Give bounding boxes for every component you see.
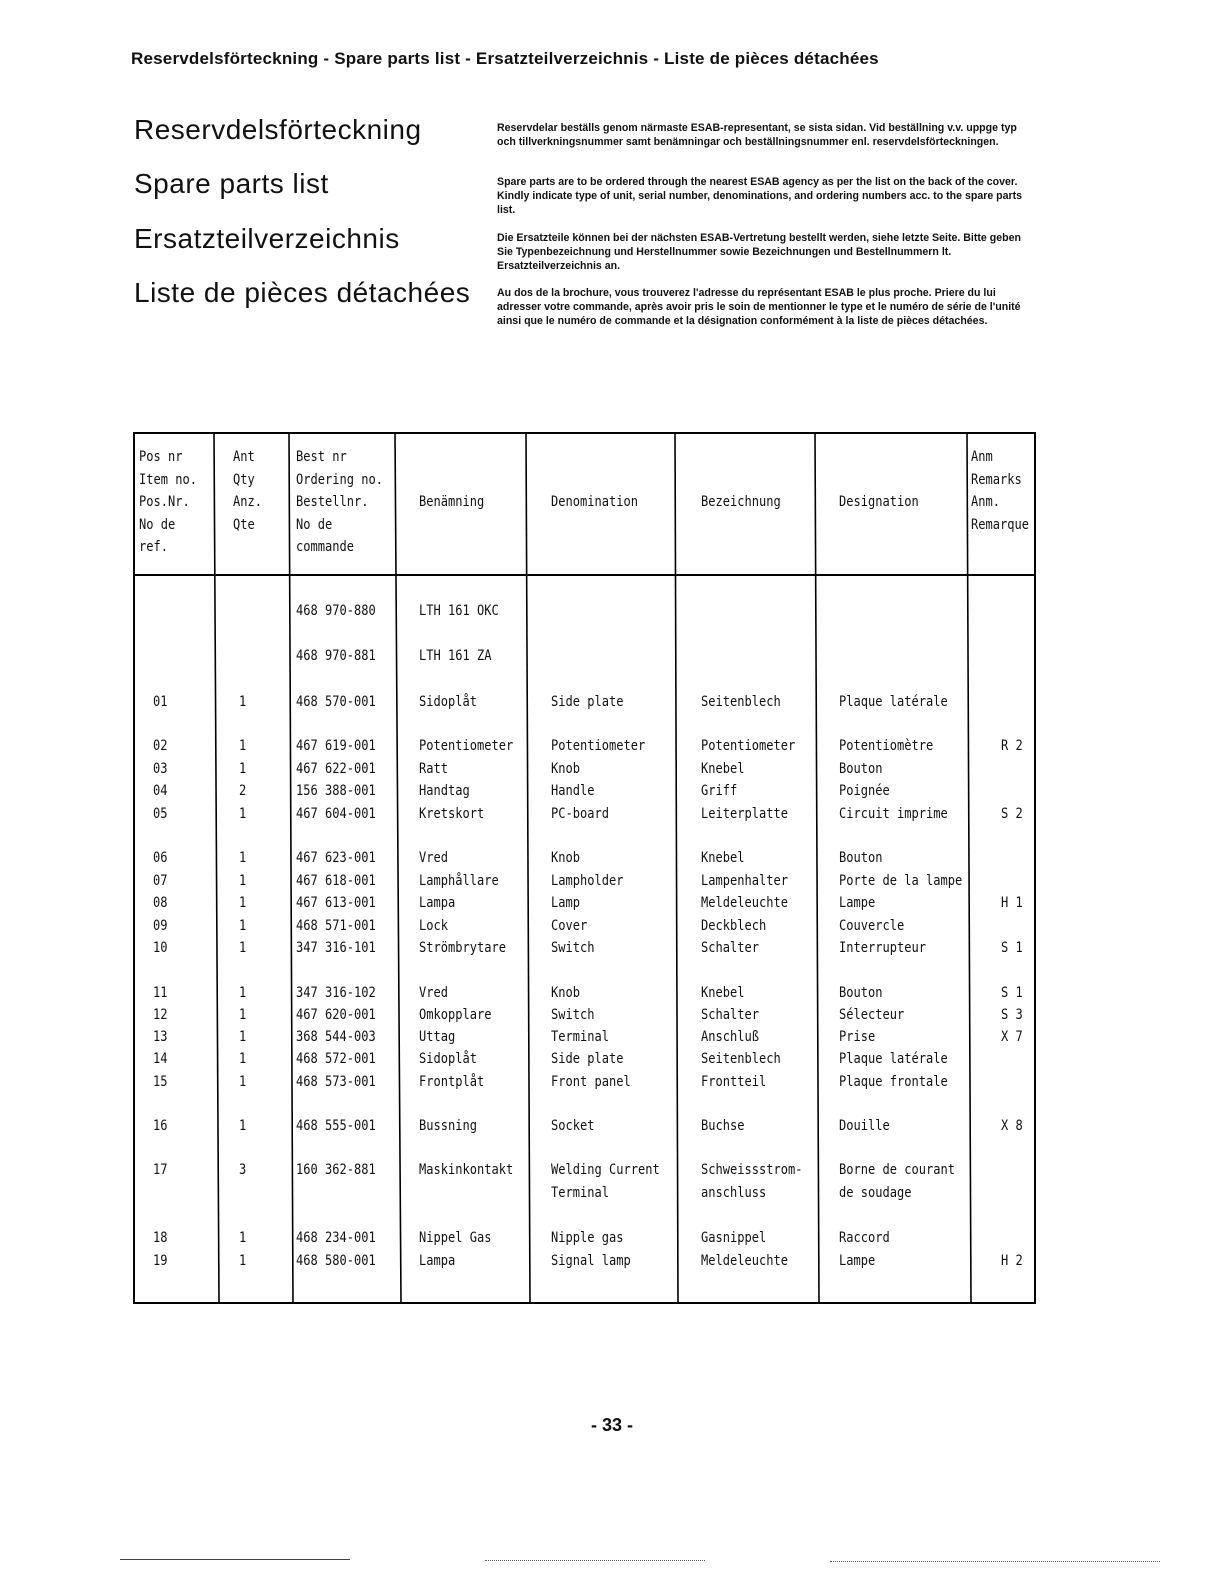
bezeichnung-cell: Griff	[701, 783, 738, 799]
order-no-cell: 467 622-001	[296, 761, 376, 777]
denomination-cell: Terminal	[551, 1029, 609, 1045]
qty-cell: 1	[239, 738, 247, 754]
designation-cell: Couvercle	[839, 918, 905, 934]
bezeichnung-cell: Buchse	[701, 1118, 745, 1134]
title-german: Ersatzteilverzeichnis	[134, 223, 400, 254]
remarks-cell: H 1	[1001, 895, 1023, 911]
denomination-cell: Switch	[551, 1007, 595, 1023]
remarks-cell: R 2	[1001, 738, 1023, 754]
denomination-cell: Cover	[551, 918, 588, 934]
bezeichnung-cell: Seitenblech	[701, 694, 781, 710]
qty-cell: 1	[239, 985, 247, 1001]
remarks-cell: X 8	[1001, 1118, 1023, 1134]
qty-cell: 1	[239, 918, 247, 934]
designation-cell: Bouton	[839, 761, 883, 777]
pos-cell: 05	[153, 806, 168, 822]
bezeichnung-cell: Frontteil	[701, 1074, 767, 1090]
pos-cell: 17	[153, 1162, 168, 1178]
order-no-cell: 467 618-001	[296, 873, 376, 889]
designation-cell: Potentiomètre	[839, 738, 934, 754]
qty-cell: 1	[239, 1118, 247, 1134]
pos-cell: 15	[153, 1074, 168, 1090]
scan-artifact-line	[485, 1560, 705, 1561]
bezeichnung-cell: Meldeleuchte	[701, 895, 788, 911]
order-no-cell: 468 234-001	[296, 1230, 376, 1246]
qty-cell: 1	[239, 1074, 247, 1090]
designation-cell: Bouton	[839, 850, 883, 866]
order-no-cell: 467 619-001	[296, 738, 376, 754]
benamning-cell: Bussning	[419, 1118, 477, 1134]
title-english: Spare parts list	[134, 168, 329, 199]
designation-cell: Plaque latérale	[839, 694, 948, 710]
remarks-cell: S 2	[1001, 806, 1023, 822]
designation-cell: Douille	[839, 1118, 890, 1134]
qty-cell: 1	[239, 1230, 247, 1246]
benamning-cell: Maskinkontakt	[419, 1162, 514, 1178]
pos-cell: 08	[153, 895, 168, 911]
header-benamning: Benämning	[419, 494, 485, 510]
scan-artifact-line	[120, 1559, 350, 1560]
qty-cell: 2	[239, 783, 247, 799]
order-no-cell: 468 580-001	[296, 1253, 376, 1269]
title-swedish: Reservdelsförteckning	[134, 114, 422, 145]
remarks-cell: S 1	[1001, 940, 1023, 956]
benamning-cell: Frontplåt	[419, 1074, 485, 1090]
bezeichnung-cell: Potentiometer	[701, 738, 796, 754]
bezeichnung-cell: Meldeleuchte	[701, 1253, 788, 1269]
denomination-cell: Potentiometer	[551, 738, 646, 754]
pos-cell: 19	[153, 1253, 168, 1269]
qty-cell: 1	[239, 1051, 247, 1067]
pos-cell: 03	[153, 761, 168, 777]
bezeichnung-cell: Deckblech	[701, 918, 767, 934]
benamning-cell: Strömbrytare	[419, 940, 506, 956]
benamning-cell: LTH 161 OKC	[419, 603, 499, 619]
pos-cell: 09	[153, 918, 168, 934]
denomination-cell: Switch	[551, 940, 595, 956]
qty-cell: 3	[239, 1162, 247, 1178]
order-no-cell: 468 970-881	[296, 648, 376, 664]
denomination-cell: Front panel	[551, 1074, 631, 1090]
denomination-cell: Handle	[551, 783, 595, 799]
paragraph-swedish: Reservdelar beställs genom närmaste ESAB-representant, se sista sidan. Vid beställning v.v. uppge typ och tillverkningsnummer samt benämningar och beställningsnummer enl. reservdelsförteckningen.	[497, 122, 1017, 148]
order-no-cell: 156 388-001	[296, 783, 376, 799]
order-no-cell: 468 573-001	[296, 1074, 376, 1090]
remarks-cell: S 1	[1001, 985, 1023, 1001]
benamning-cell: LTH 161 ZA	[419, 648, 492, 664]
pos-cell: 13	[153, 1029, 168, 1045]
denomination-cell: Welding Current Terminal	[551, 1162, 660, 1201]
bezeichnung-cell: Schalter	[701, 940, 759, 956]
designation-cell: Lampe	[839, 1253, 876, 1269]
page-number: - 33 -	[590, 1415, 633, 1435]
order-no-cell: 347 316-101	[296, 940, 376, 956]
pos-cell: 06	[153, 850, 168, 866]
pos-cell: 12	[153, 1007, 168, 1023]
benamning-cell: Potentiometer	[419, 738, 514, 754]
denomination-cell: Signal lamp	[551, 1253, 631, 1269]
pos-cell: 14	[153, 1051, 168, 1067]
pos-cell: 10	[153, 940, 168, 956]
benamning-cell: Vred	[419, 985, 448, 1001]
designation-cell: Raccord	[839, 1230, 890, 1246]
pos-cell: 01	[153, 694, 168, 710]
designation-cell: Interrupteur	[839, 940, 926, 956]
bezeichnung-cell: Knebel	[701, 985, 745, 1001]
denomination-cell: Lampholder	[551, 873, 624, 889]
remarks-cell: S 3	[1001, 1007, 1023, 1023]
denomination-cell: Socket	[551, 1118, 595, 1134]
pos-cell: 07	[153, 873, 168, 889]
remarks-cell: X 7	[1001, 1029, 1023, 1045]
header-qty: Ant Qty Anz. Qte	[233, 449, 262, 533]
qty-cell: 1	[239, 1029, 247, 1045]
designation-cell: Bouton	[839, 985, 883, 1001]
scan-artifact-line	[830, 1561, 1160, 1562]
pos-cell: 18	[153, 1230, 168, 1246]
benamning-cell: Lamphållare	[419, 873, 499, 889]
bezeichnung-cell: Knebel	[701, 850, 745, 866]
qty-cell: 1	[239, 940, 247, 956]
benamning-cell: Handtag	[419, 783, 470, 799]
order-no-cell: 160 362-881	[296, 1162, 376, 1178]
denomination-cell: Knob	[551, 761, 580, 777]
header-remarks: Anm Remarks Anm. Remarque	[971, 449, 1029, 533]
bezeichnung-cell: Seitenblech	[701, 1051, 781, 1067]
bezeichnung-cell: Schalter	[701, 1007, 759, 1023]
qty-cell: 1	[239, 1007, 247, 1023]
header-pos: Pos nr Item no. Pos.Nr. No de ref.	[139, 449, 197, 555]
bezeichnung-cell: Anschluß	[701, 1029, 759, 1045]
qty-cell: 1	[239, 1253, 247, 1269]
designation-cell: Borne de courant de soudage	[839, 1162, 955, 1201]
paragraph-english: Spare parts are to be ordered through the nearest ESAB agency as per the list on the back of the cover. Kindly indicate type of unit, serial number, denominations, and ordering numbers acc. to the spare parts list.	[497, 176, 1023, 216]
bezeichnung-cell: Gasnippel	[701, 1230, 767, 1246]
pos-cell: 02	[153, 738, 168, 754]
bezeichnung-cell: Schweissstrom- anschluss	[701, 1162, 803, 1201]
qty-cell: 1	[239, 850, 247, 866]
qty-cell: 1	[239, 761, 247, 777]
title-french: Liste de pièces détachées	[134, 277, 471, 308]
qty-cell: 1	[239, 694, 247, 710]
order-no-cell: 467 620-001	[296, 1007, 376, 1023]
pos-cell: 16	[153, 1118, 168, 1134]
qty-cell: 1	[239, 895, 247, 911]
benamning-cell: Uttag	[419, 1029, 456, 1045]
benamning-cell: Lampa	[419, 895, 456, 911]
benamning-cell: Sidoplåt	[419, 1051, 477, 1067]
designation-cell: Circuit imprime	[839, 806, 948, 822]
order-no-cell: 347 316-102	[296, 985, 376, 1001]
designation-cell: Lampe	[839, 895, 876, 911]
bezeichnung-cell: Knebel	[701, 761, 745, 777]
qty-cell: 1	[239, 873, 247, 889]
order-no-cell: 468 555-001	[296, 1118, 376, 1134]
denomination-cell: Side plate	[551, 694, 624, 710]
order-no-cell: 468 571-001	[296, 918, 376, 934]
benamning-cell: Sidoplåt	[419, 694, 477, 710]
denomination-cell: Side plate	[551, 1051, 624, 1067]
order-no-cell: 467 623-001	[296, 850, 376, 866]
denomination-cell: PC-board	[551, 806, 609, 822]
order-no-cell: 468 572-001	[296, 1051, 376, 1067]
benamning-cell: Nippel Gas	[419, 1230, 492, 1246]
benamning-cell: Ratt	[419, 761, 448, 777]
header-denomination: Denomination	[551, 494, 638, 510]
denomination-cell: Lamp	[551, 895, 580, 911]
remarks-cell: H 2	[1001, 1253, 1023, 1269]
benamning-cell: Lock	[419, 918, 448, 934]
header-bezeichnung: Bezeichnung	[701, 494, 781, 510]
benamning-cell: Vred	[419, 850, 448, 866]
benamning-cell: Lampa	[419, 1253, 456, 1269]
order-no-cell: 468 970-880	[296, 603, 376, 619]
header-designation: Designation	[839, 494, 919, 510]
order-no-cell: 468 570-001	[296, 694, 376, 710]
page-header: Reservdelsförteckning - Spare parts list - Ersatzteilverzeichnis - Liste de pièces détachées	[131, 49, 879, 68]
designation-cell: Porte de la lampe	[839, 873, 963, 889]
pos-cell: 04	[153, 783, 168, 799]
denomination-cell: Nipple gas	[551, 1230, 624, 1246]
paragraph-german: Die Ersatzteile können bei der nächsten ESAB-Vertretung bestellt werden, siehe letzte Seite. Bitte geben Sie Typenbezeichnung und Herstellnummer sowie Bezeichnungen und Bestellnummern lt. Ersatzteilverzeichnis an.	[497, 232, 1021, 272]
designation-cell: Sélecteur	[839, 1007, 905, 1023]
designation-cell: Prise	[839, 1029, 876, 1045]
denomination-cell: Knob	[551, 850, 580, 866]
order-no-cell: 467 613-001	[296, 895, 376, 911]
parts-table	[133, 432, 1036, 1304]
bezeichnung-cell: Lampenhalter	[701, 873, 788, 889]
order-no-cell: 368 544-003	[296, 1029, 376, 1045]
qty-cell: 1	[239, 806, 247, 822]
designation-cell: Poignée	[839, 783, 890, 799]
order-no-cell: 467 604-001	[296, 806, 376, 822]
bezeichnung-cell: Leiterplatte	[701, 806, 788, 822]
designation-cell: Plaque latérale	[839, 1051, 948, 1067]
denomination-cell: Knob	[551, 985, 580, 1001]
benamning-cell: Kretskort	[419, 806, 485, 822]
header-order: Best nr Ordering no. Bestellnr. No de commande	[296, 449, 383, 555]
benamning-cell: Omkopplare	[419, 1007, 492, 1023]
paragraph-french: Au dos de la brochure, vous trouverez l'adresse du représentant ESAB le plus proche. Priere du lui adresser votre commande, après avoir pris le soin de mentionner le type et le numéro de série de l'unité ainsi que le numéro de commande et la désignation conformément à la liste de pièces détachées.	[497, 287, 1021, 327]
pos-cell: 11	[153, 985, 168, 1001]
designation-cell: Plaque frontale	[839, 1074, 948, 1090]
